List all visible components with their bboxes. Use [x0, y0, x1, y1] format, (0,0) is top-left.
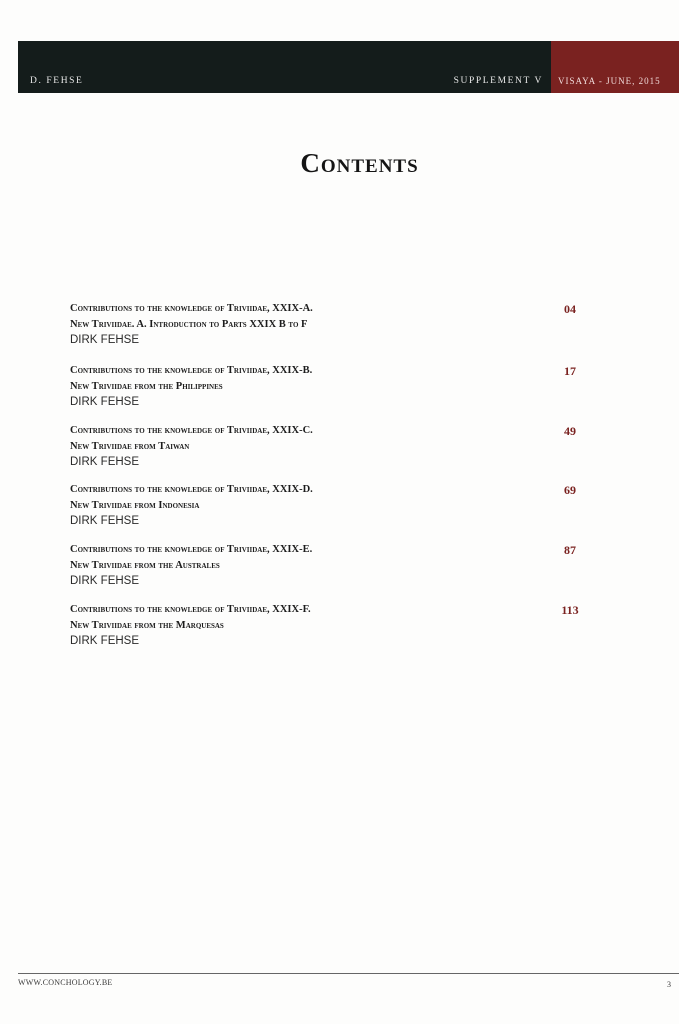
toc-entry-author: DIRK FEHSE [70, 635, 140, 647]
toc-entry-title-line-2: New Triviidae from the Australes [70, 560, 220, 571]
header-issue: VISAYA - JUNE, 2015 [558, 76, 661, 86]
toc-entry-title-line-2: New Triviidae. A. Introduction to Parts XXIX B to F [70, 319, 308, 330]
toc-entry-title-line-1: Contributions to the knowledge of Triviidae, XXIX-E. [70, 544, 313, 555]
toc-entry-author: DIRK FEHSE [70, 515, 140, 527]
toc-entry[interactable] [70, 363, 600, 413]
toc-entry-title-line-1: Contributions to the knowledge of Triviidae, XXIX-A. [70, 303, 313, 314]
toc-entry[interactable] [70, 423, 600, 473]
toc-entry-title-line-1: Contributions to the knowledge of Triviidae, XXIX-C. [70, 425, 313, 436]
page-title: Contents [300, 148, 419, 178]
toc-entry[interactable] [70, 301, 600, 351]
toc-entry-title-line-2: New Triviidae from the Philippines [70, 381, 223, 392]
toc-entry-author: DIRK FEHSE [70, 396, 140, 408]
toc-entry-author: DIRK FEHSE [70, 575, 140, 587]
toc-entry-title-line-2: New Triviidae from Indonesia [70, 500, 200, 511]
footer-divider [18, 973, 679, 974]
toc-entry[interactable] [70, 482, 600, 532]
footer-page-number: 3 [667, 980, 671, 989]
toc-entry-page-number[interactable]: 49 [564, 424, 576, 438]
toc-entry-author: DIRK FEHSE [70, 456, 140, 468]
toc-entry-page-number[interactable]: 04 [564, 302, 576, 316]
toc-entry[interactable] [70, 542, 600, 592]
toc-entry[interactable] [70, 602, 600, 652]
toc-entry-author: DIRK FEHSE [70, 334, 140, 346]
toc-entry-page-number[interactable]: 87 [564, 543, 576, 557]
toc-entry-title-line-2: New Triviidae from the Marquesas [70, 620, 224, 631]
toc-entry-page-number[interactable]: 113 [561, 603, 579, 617]
toc-entry-page-number[interactable]: 69 [564, 483, 576, 497]
header-supplement: SUPPLEMENT V [453, 76, 543, 86]
toc-entry-title-line-1: Contributions to the knowledge of Triviidae, XXIX-B. [70, 365, 313, 376]
header-author: D. FEHSE [30, 76, 84, 86]
toc-entry-title-line-1: Contributions to the knowledge of Triviidae, XXIX-D. [70, 484, 313, 495]
toc-entry-title-line-1: Contributions to the knowledge of Triviidae, XXIX-F. [70, 604, 311, 615]
footer-website-link[interactable]: WWW.CONCHOLOGY.BE [18, 978, 113, 987]
toc-entry-title-line-2: New Triviidae from Taiwan [70, 441, 190, 452]
toc-entry-page-number[interactable]: 17 [564, 364, 576, 378]
